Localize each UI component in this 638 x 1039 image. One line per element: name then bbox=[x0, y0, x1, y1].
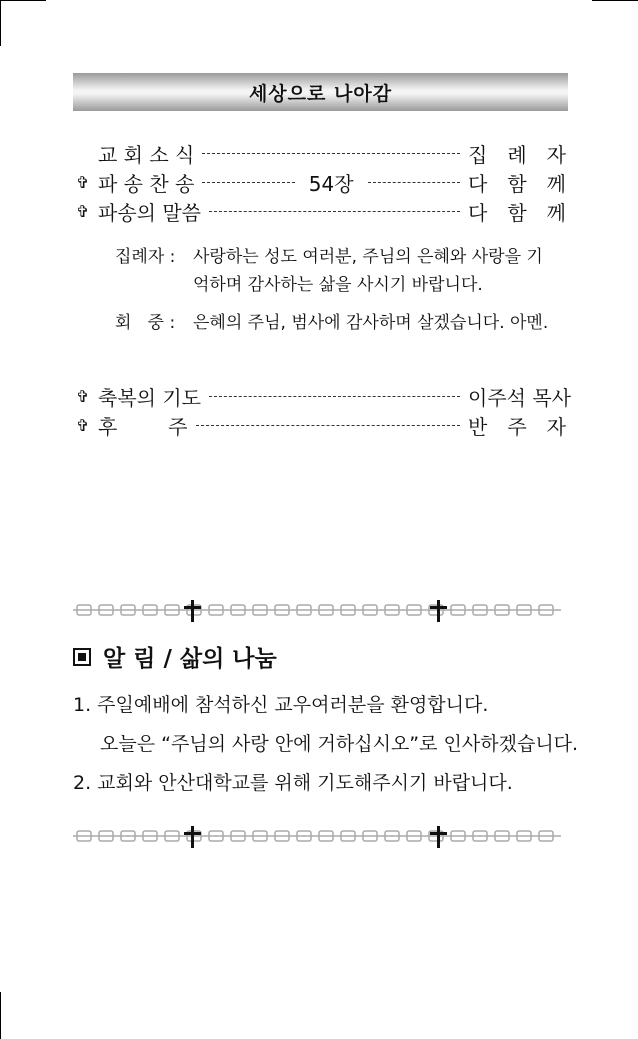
chain-pattern bbox=[73, 831, 561, 841]
order-row-benediction bbox=[76, 382, 571, 410]
announcement-item: 2. 교회와 안산대학교를 위해 기도해주시기 바랍니다. bbox=[73, 772, 513, 794]
order-row-sending-word bbox=[76, 197, 566, 225]
leader-dash bbox=[196, 425, 461, 426]
order-row-postlude bbox=[76, 411, 566, 439]
crop-mark bbox=[0, 0, 1, 46]
crop-mark bbox=[0, 992, 1, 1039]
dialogue-congregation bbox=[115, 309, 553, 337]
order-item-person: 집 례 자 bbox=[468, 142, 566, 167]
order-item-person: 다 함 께 bbox=[468, 171, 566, 196]
order-item-label: 파송의 말씀 bbox=[98, 200, 201, 225]
speaker-label: 회 중 : bbox=[115, 313, 176, 333]
leader-dash bbox=[202, 182, 294, 183]
order-item-person: 이주석 목사 bbox=[468, 385, 571, 410]
order-item-label: 후 주 bbox=[98, 414, 188, 439]
cross-icon: ✞ bbox=[76, 415, 90, 435]
chain-pattern bbox=[73, 605, 561, 615]
crop-mark bbox=[592, 0, 638, 1]
leader-dash bbox=[368, 182, 460, 183]
announcements-title: 알 림 / 삶의 나눔 bbox=[103, 646, 277, 672]
crop-mark bbox=[0, 0, 46, 1]
cross-chain-divider bbox=[73, 823, 561, 849]
section-title-bar bbox=[73, 73, 568, 111]
leader-dash bbox=[209, 396, 460, 397]
leader-dash bbox=[202, 153, 460, 154]
announcement-item: 1. 주일예배에 참석하신 교우여러분을 환영합니다. bbox=[73, 694, 489, 716]
announcements-heading bbox=[73, 640, 277, 673]
order-row-news bbox=[76, 139, 566, 167]
dialogue-leader bbox=[115, 243, 553, 299]
order-item-person: 다 함 께 bbox=[468, 200, 566, 225]
hymn-number: 54장 bbox=[308, 171, 354, 196]
order-item-person: 반 주 자 bbox=[468, 414, 566, 439]
leader-dash bbox=[209, 211, 460, 212]
square-bullet-icon bbox=[73, 648, 91, 666]
order-item-label: 파 송 찬 송 bbox=[98, 171, 195, 196]
order-row-hymn bbox=[76, 168, 566, 196]
cross-icon bbox=[430, 600, 447, 622]
announcement-item: 오늘은 “주님의 사랑 안에 거하십시오”로 인사하겠습니다. bbox=[100, 733, 579, 755]
order-item-label: 교 회 소 식 bbox=[98, 142, 195, 167]
cross-icon: ✞ bbox=[76, 201, 90, 221]
order-item-label: 축복의 기도 bbox=[98, 385, 201, 410]
section-title: 세상으로 나아감 bbox=[248, 82, 393, 105]
speaker-label: 집례자 : bbox=[115, 247, 176, 267]
cross-icon bbox=[430, 826, 447, 848]
cross-icon: ✞ bbox=[76, 172, 90, 192]
cross-icon: ✞ bbox=[76, 386, 90, 406]
dialogue-text: 은혜의 주님, 범사에 감사하며 살겠습니다. 아멘. bbox=[193, 313, 549, 333]
dialogue-text: 사랑하는 성도 여러분, 주님의 은혜와 사랑을 기억하며 감사하는 삶을 사시기 바랍니다. bbox=[193, 247, 543, 295]
cross-chain-divider bbox=[73, 597, 561, 623]
